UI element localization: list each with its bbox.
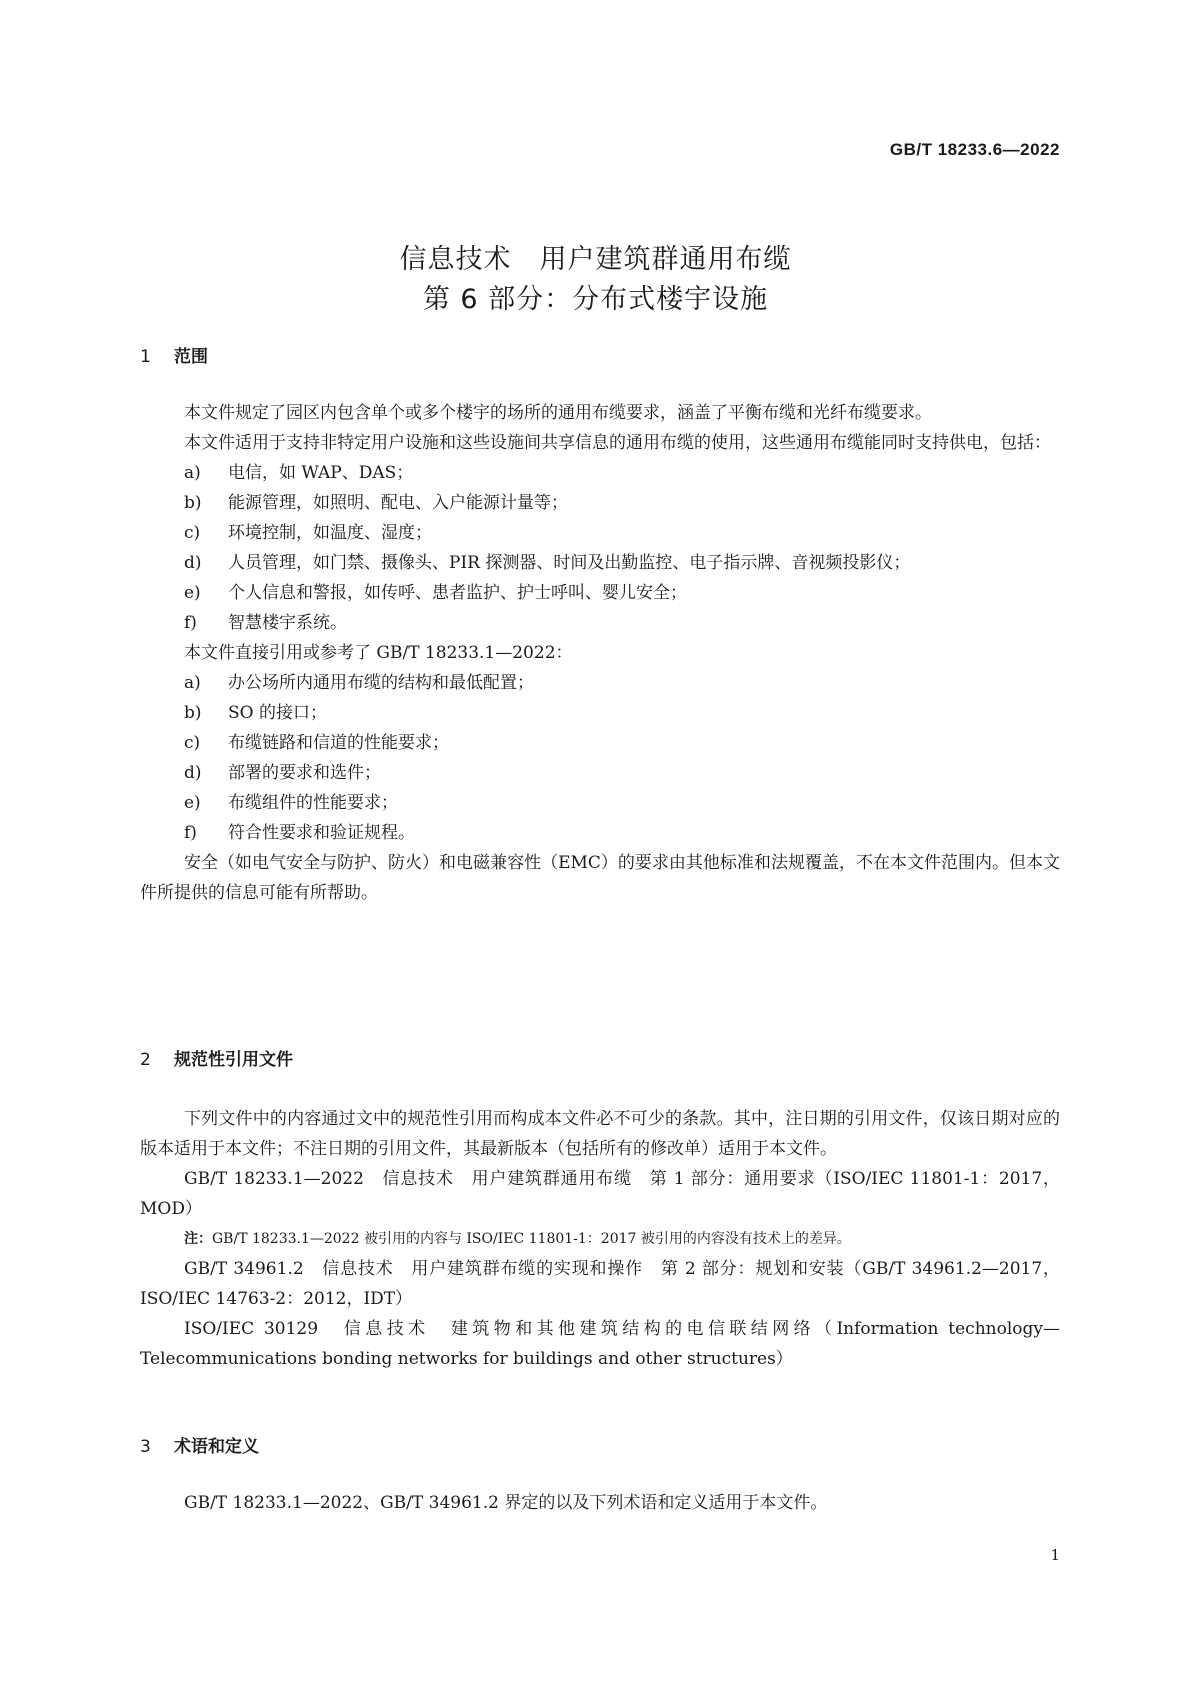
- title-line-1: 信息技术 用户建筑群通用布缆: [399, 244, 792, 275]
- list-item: d) 部署的要求和选件；: [184, 763, 381, 783]
- list-item: f) 智慧楼宇系统。: [184, 613, 347, 633]
- title-line-2: 第 6 部分：分布式楼宇设施: [422, 284, 769, 315]
- section-1-body: [140, 398, 1060, 908]
- list-item: b) SO 的接口；: [184, 703, 327, 723]
- note: [140, 1224, 1060, 1254]
- section-3: [140, 1432, 1060, 1462]
- list-uses: [140, 458, 1060, 638]
- section-2: [140, 1045, 1060, 1075]
- list-item: a) 电信，如 WAP、DAS；: [184, 463, 414, 483]
- section-number: 3: [140, 1437, 151, 1457]
- list-item: d) 人员管理，如门禁、摄像头、PIR 探测器、时间及出勤监控、电子指示牌、音视频投影仪；: [184, 553, 911, 573]
- paragraph: 本文件直接引用或参考了 GB/T 18233.1—2022：: [184, 643, 573, 663]
- section-title: 规范性引用文件: [174, 1050, 293, 1070]
- note-text: GB/T 18233.1—2022 被引用的内容与 ISO/IEC 11801-1：2017 被引用的内容没有技术上的差异。: [212, 1231, 851, 1247]
- list-item: e) 布缆组件的性能要求；: [184, 793, 398, 813]
- section-title: 术语和定义: [174, 1437, 259, 1457]
- section-3-body: [140, 1488, 1060, 1518]
- paragraph: 本文件适用于支持非特定用户设施和这些设施间共享信息的通用布缆的使用，这些通用布缆能同时支持供电，包括：: [184, 433, 1051, 453]
- section-number: 2: [140, 1050, 151, 1070]
- document-title: [0, 240, 1191, 320]
- list-item: f) 符合性要求和验证规程。: [184, 823, 415, 843]
- page-number: 1: [1050, 1546, 1060, 1564]
- reference-entry: GB/T 18233.1—2022 信息技术 用户建筑群通用布缆 第 1 部分：通用要求（ISO/IEC 11801-1：2017，MOD）: [140, 1169, 1060, 1219]
- list-item: a) 办公场所内通用布缆的结构和最低配置；: [184, 673, 534, 693]
- paragraph: GB/T 18233.1—2022、GB/T 34961.2 界定的以及下列术语和定义适用于本文件。: [184, 1493, 828, 1513]
- list-item: b) 能源管理，如照明、配电、入户能源计量等；: [184, 493, 568, 513]
- section-title: 范围: [174, 347, 208, 367]
- paragraph: 本文件规定了园区内包含单个或多个楼宇的场所的通用布缆要求，涵盖了平衡布缆和光纤布缆要求。: [184, 403, 932, 423]
- standard-number: GB/T 18233.6—2022: [889, 140, 1060, 159]
- reference-entry: GB/T 34961.2 信息技术 用户建筑群布缆的实现和操作 第 2 部分：规划和安装（GB/T 34961.2—2017，ISO/IEC 14763-2：2012，IDT）: [140, 1259, 1060, 1309]
- section-1-heading: [140, 342, 1060, 372]
- section-3-heading: [140, 1432, 1060, 1462]
- list-item: e) 个人信息和警报，如传呼、患者监护、护士呼叫、婴儿安全；: [184, 583, 687, 603]
- list-item: c) 环境控制，如温度、湿度；: [184, 523, 432, 543]
- list-references: [140, 668, 1060, 848]
- section-number: 1: [140, 347, 151, 367]
- section-1: [140, 342, 1060, 372]
- section-2-heading: [140, 1045, 1060, 1075]
- list-item: c) 布缆链路和信道的性能要求；: [184, 733, 449, 753]
- reference-entry: ISO/IEC 30129 信息技术 建筑物和其他建筑结构的电信联结网络（Information technology—Telecommunications bonding networks for buildings and other structures）: [140, 1319, 1060, 1369]
- section-2-body: [140, 1104, 1060, 1374]
- paragraph: 下列文件中的内容通过文中的规范性引用而构成本文件必不可少的条款。其中，注日期的引用文件，仅该日期对应的版本适用于本文件；不注日期的引用文件，其最新版本（包括所有的修改单）适用于本文件。: [140, 1109, 1060, 1159]
- note-label: 注：: [184, 1231, 212, 1247]
- paragraph: 安全（如电气安全与防护、防火）和电磁兼容性（EMC）的要求由其他标准和法规覆盖，不在本文件范围内。但本文件所提供的信息可能有所帮助。: [140, 853, 1060, 903]
